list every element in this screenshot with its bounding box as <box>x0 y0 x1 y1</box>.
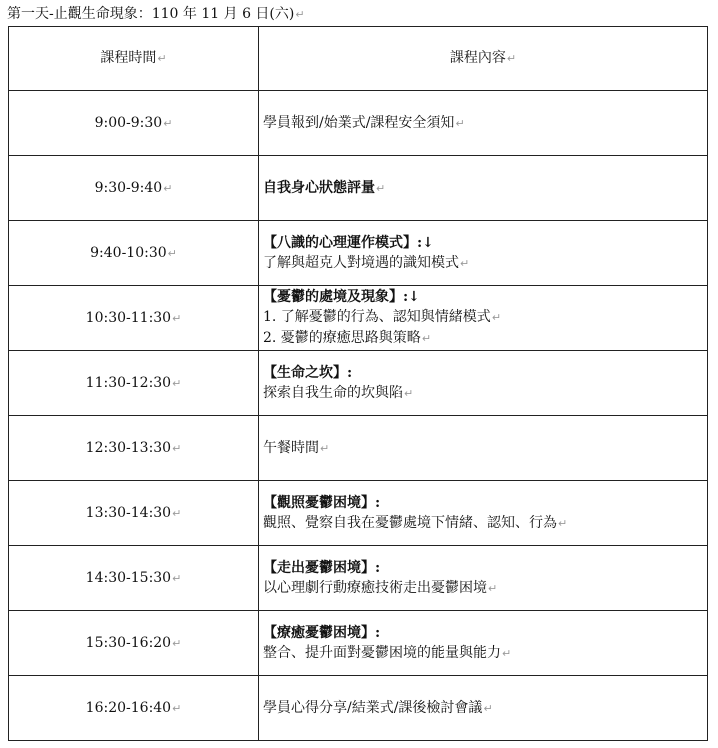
time-text: 12:30-13:30 <box>85 439 172 456</box>
content-line <box>263 698 707 719</box>
paragraph-mark-icon: ↵ <box>460 256 470 270</box>
content-title-line <box>263 558 707 578</box>
time-text: 9:40-10:30 <box>90 244 167 261</box>
time-cell <box>9 416 259 481</box>
content-text: 2. 憂鬱的療癒思路與策略 <box>263 330 421 346</box>
table-row <box>9 286 708 351</box>
content-title: 【療癒憂鬱困境】: <box>263 624 381 641</box>
content-cell <box>259 416 708 481</box>
table-row <box>9 416 708 481</box>
content-cell <box>259 676 708 741</box>
content-text: 觀照、覺察自我在憂鬱處境下情緒、認知、行為 <box>263 514 557 531</box>
paragraph-mark-icon: ↵ <box>506 52 517 65</box>
content-cell <box>259 351 708 416</box>
time-text: 9:00-9:30 <box>94 114 163 131</box>
table-row <box>9 611 708 676</box>
paragraph-mark-icon: ↵ <box>404 386 414 400</box>
paragraph-mark-icon: ↵ <box>558 516 568 530</box>
table-row <box>9 481 708 546</box>
time-text: 9:30-9:40 <box>94 179 163 196</box>
paragraph-mark-icon: ↵ <box>172 506 182 520</box>
heading-text: 第一天-止觀生命現象：110 年 11 月 6 日(六) <box>7 6 295 22</box>
paragraph-mark-icon: ↵ <box>163 116 173 130</box>
content-title: 【八識的心理運作模式】:↓ <box>263 234 434 251</box>
paragraph-mark-icon: ↵ <box>421 332 432 345</box>
content-title-line <box>263 287 707 307</box>
content-text: 1. 了解憂鬱的行為、認知與情緒模式 <box>263 309 491 325</box>
time-cell <box>9 481 259 546</box>
header-time-label: 課程時間 <box>100 50 157 66</box>
paragraph-mark-icon: ↵ <box>320 441 330 455</box>
content-cell <box>259 91 708 156</box>
content-text: 了解與超克人對境遇的識知模式 <box>263 254 459 271</box>
content-line <box>263 578 707 599</box>
page-heading <box>7 5 305 24</box>
time-cell <box>9 676 259 741</box>
time-text: 15:30-16:20 <box>85 634 172 651</box>
content-line <box>263 438 707 459</box>
content-cell <box>259 286 708 351</box>
content-title-line <box>263 233 707 253</box>
time-text: 16:20-16:40 <box>85 699 172 716</box>
content-line <box>263 113 707 134</box>
schedule-table <box>8 26 708 741</box>
content-cell <box>259 156 708 221</box>
paragraph-mark-icon: ↵ <box>172 376 182 390</box>
content-line <box>263 513 707 534</box>
header-content <box>259 27 708 91</box>
content-line <box>263 643 707 664</box>
paragraph-mark-icon: ↵ <box>491 311 502 324</box>
paragraph-mark-icon: ↵ <box>488 581 498 595</box>
time-cell <box>9 546 259 611</box>
content-text: 整合、提升面對憂鬱困境的能量與能力 <box>263 644 501 661</box>
content-text: 午餐時間 <box>263 439 319 456</box>
content-title-line <box>263 623 707 643</box>
paragraph-mark-icon: ↵ <box>172 701 182 715</box>
table-row <box>9 546 708 611</box>
content-text: 以心理劇行動療癒技術走出憂鬱困境 <box>263 579 487 596</box>
time-cell <box>9 91 259 156</box>
table-row <box>9 351 708 416</box>
content-bold-text: 自我身心狀態評量 <box>263 179 375 196</box>
content-line <box>263 328 707 349</box>
time-cell <box>9 221 259 286</box>
content-bold-line <box>263 178 707 199</box>
time-cell <box>9 351 259 416</box>
content-cell <box>259 611 708 676</box>
paragraph-mark-icon: ↵ <box>163 181 173 195</box>
time-text: 14:30-15:30 <box>85 569 172 586</box>
content-cell <box>259 481 708 546</box>
time-cell <box>9 611 259 676</box>
content-text: 探索自我生命的坎與陷 <box>263 384 403 401</box>
content-title-line <box>263 493 707 513</box>
content-title: 【走出憂鬱困境】: <box>263 559 381 576</box>
content-title: 【生命之坎】: <box>263 364 353 381</box>
content-line <box>263 307 707 328</box>
content-text: 學員心得分享/結業式/課後檢討會議 <box>263 699 483 716</box>
table-row <box>9 156 708 221</box>
paragraph-mark-icon: ↵ <box>502 646 512 660</box>
time-text: 10:30-11:30 <box>85 309 172 326</box>
paragraph-mark-icon: ↵ <box>172 571 182 585</box>
content-title: 【觀照憂鬱困境】: <box>263 494 381 511</box>
paragraph-mark-icon: ↵ <box>376 181 386 195</box>
time-cell <box>9 286 259 351</box>
content-title: 【憂鬱的處境及現象】:↓ <box>263 289 420 305</box>
paragraph-mark-icon: ↵ <box>157 52 167 65</box>
table-row <box>9 221 708 286</box>
header-time <box>9 27 259 91</box>
content-line <box>263 383 707 404</box>
content-cell <box>259 221 708 286</box>
time-cell <box>9 156 259 221</box>
paragraph-mark-icon: ↵ <box>167 246 177 260</box>
content-line <box>263 253 707 274</box>
table-row <box>9 676 708 741</box>
paragraph-mark-icon: ↵ <box>295 8 305 21</box>
table-header-row <box>9 27 708 91</box>
content-cell <box>259 546 708 611</box>
paragraph-mark-icon: ↵ <box>172 636 182 650</box>
paragraph-mark-icon: ↵ <box>172 441 182 455</box>
paragraph-mark-icon: ↵ <box>455 116 465 130</box>
table-row <box>9 91 708 156</box>
paragraph-mark-icon: ↵ <box>483 701 493 715</box>
paragraph-mark-icon: ↵ <box>172 311 182 325</box>
header-content-label: 課程內容 <box>449 50 506 66</box>
content-text: 學員報到/始業式/課程安全須知 <box>263 114 455 131</box>
time-text: 13:30-14:30 <box>85 504 172 521</box>
time-text: 11:30-12:30 <box>85 374 172 391</box>
content-title-line <box>263 363 707 383</box>
